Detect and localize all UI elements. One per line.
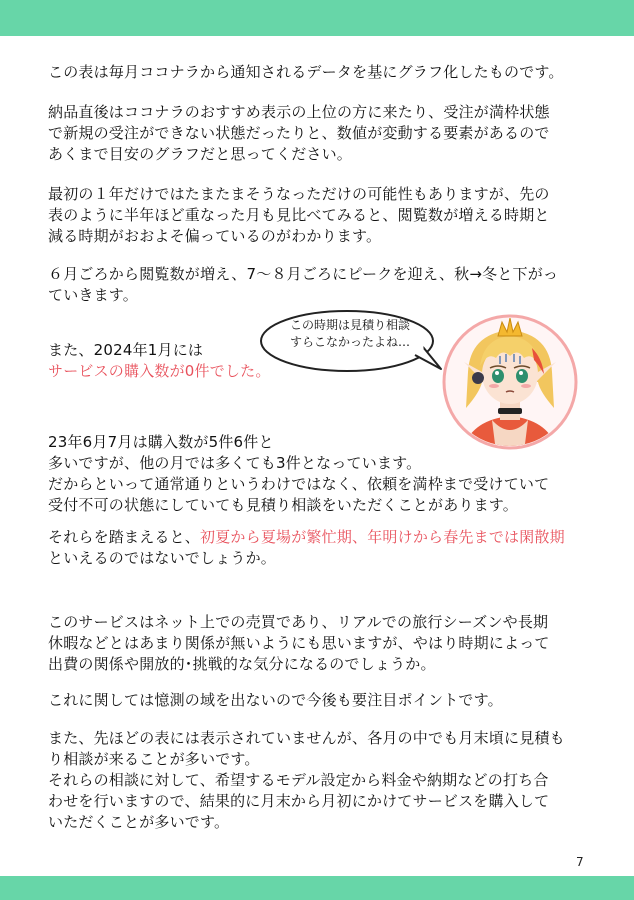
speech-bubble-line: すらこなかったよね… <box>289 335 410 349</box>
paragraph-text: それらを踏まえると、 <box>48 528 201 546</box>
highlight-text: 初夏から夏場が繁忙期、年明けから春先までは閑散期 <box>200 528 565 546</box>
paragraph-line: ていきます。 <box>48 286 139 304</box>
bottom-band <box>0 876 634 900</box>
paragraph-line: このサービスはネット上での売買であり、リアルでの旅行シーズンや長期 <box>48 613 549 631</box>
paragraph-season <box>48 264 608 306</box>
paragraph-sales-count <box>48 432 608 516</box>
paragraph-month-end <box>48 728 608 833</box>
paragraph-line: り相談が来ることが多いです。 <box>48 750 260 768</box>
paragraph-line: 受付不可の状態にしていても見積り相談をいただくことがあります。 <box>48 496 519 514</box>
speech-bubble-text <box>275 317 425 351</box>
paragraph-line: わせを行いますので、結果的に月末から月初にかけてサービスを購入して <box>48 792 550 810</box>
paragraph-line: また、先ほどの表には表示されていませんが、各月の中でも月末頃に見積も <box>48 729 565 747</box>
paragraph-trend <box>48 184 608 247</box>
paragraph-line: 減る時期がおおよそ偏っているのがわかります。 <box>48 227 382 245</box>
paragraph-line: いただくことが多いです。 <box>48 813 230 831</box>
paragraph-line: この表は毎月ココナラから通知されるデータを基にグラフ化したものです。 <box>48 63 564 81</box>
paragraph-intro <box>48 62 608 83</box>
paragraph-line: 出費の関係や開放的･挑戦的な気分になるのでしょうか。 <box>48 655 436 673</box>
paragraph-line: ６月ごろから閲覧数が増え、7〜８月ごろにピークを迎え、秋→冬と下がっ <box>48 265 559 283</box>
paragraph-line: それらの相談に対して、希望するモデル設定から料金や納期などの打ち合 <box>48 771 549 789</box>
paragraph-line: 23年6月7月は購入数が5件6件と <box>48 433 274 451</box>
paragraph-line: 納品直後はココナラのおすすめ表示の上位の方に来たり、受注が満枠状態 <box>48 103 550 121</box>
paragraph-line <box>48 527 608 548</box>
highlight-line: サービスの購入数が0件でした。 <box>48 362 271 380</box>
top-band <box>0 0 634 36</box>
paragraph-line: 休暇などとはあまり関係が無いようにも思いますが、やはり時期によって <box>48 634 550 652</box>
paragraph-line: 表のように半年ほど重なった月も見比べてみると、閲覧数が増える時期と <box>48 206 550 224</box>
paragraph-line: で新規の受注ができない状態だったりと、数値が変動する要素があるので <box>48 124 550 142</box>
paragraph-conclusion <box>48 527 608 569</box>
paragraph-caveat <box>48 102 608 165</box>
paragraph-line: また、2024年1月には <box>48 341 204 359</box>
paragraph-line: だからといって通常通りというわけではなく、依頼を満枠まで受けていて <box>48 475 550 493</box>
paragraph-line: といえるのではないでしょうか。 <box>48 549 277 567</box>
page-number: 7 <box>576 855 584 869</box>
paragraph-line: 最初の１年だけではたまたまそうなっただけの可能性もありますが、先の <box>48 185 550 203</box>
paragraph-line: これに関しては憶測の域を出ないので今後も要注目ポイントです。 <box>48 691 503 709</box>
anime-girl-avatar-icon <box>440 312 580 452</box>
paragraph-line: 多いですが、他の月では多くても3件となっています。 <box>48 454 422 472</box>
paragraph-line: あくまで目安のグラフだと思ってください。 <box>48 145 353 163</box>
paragraph-online-sales <box>48 612 608 675</box>
speech-bubble-line: この時期は見積り相談 <box>289 318 410 332</box>
speech-bubble <box>255 303 445 383</box>
paragraph-speculation <box>48 690 608 711</box>
